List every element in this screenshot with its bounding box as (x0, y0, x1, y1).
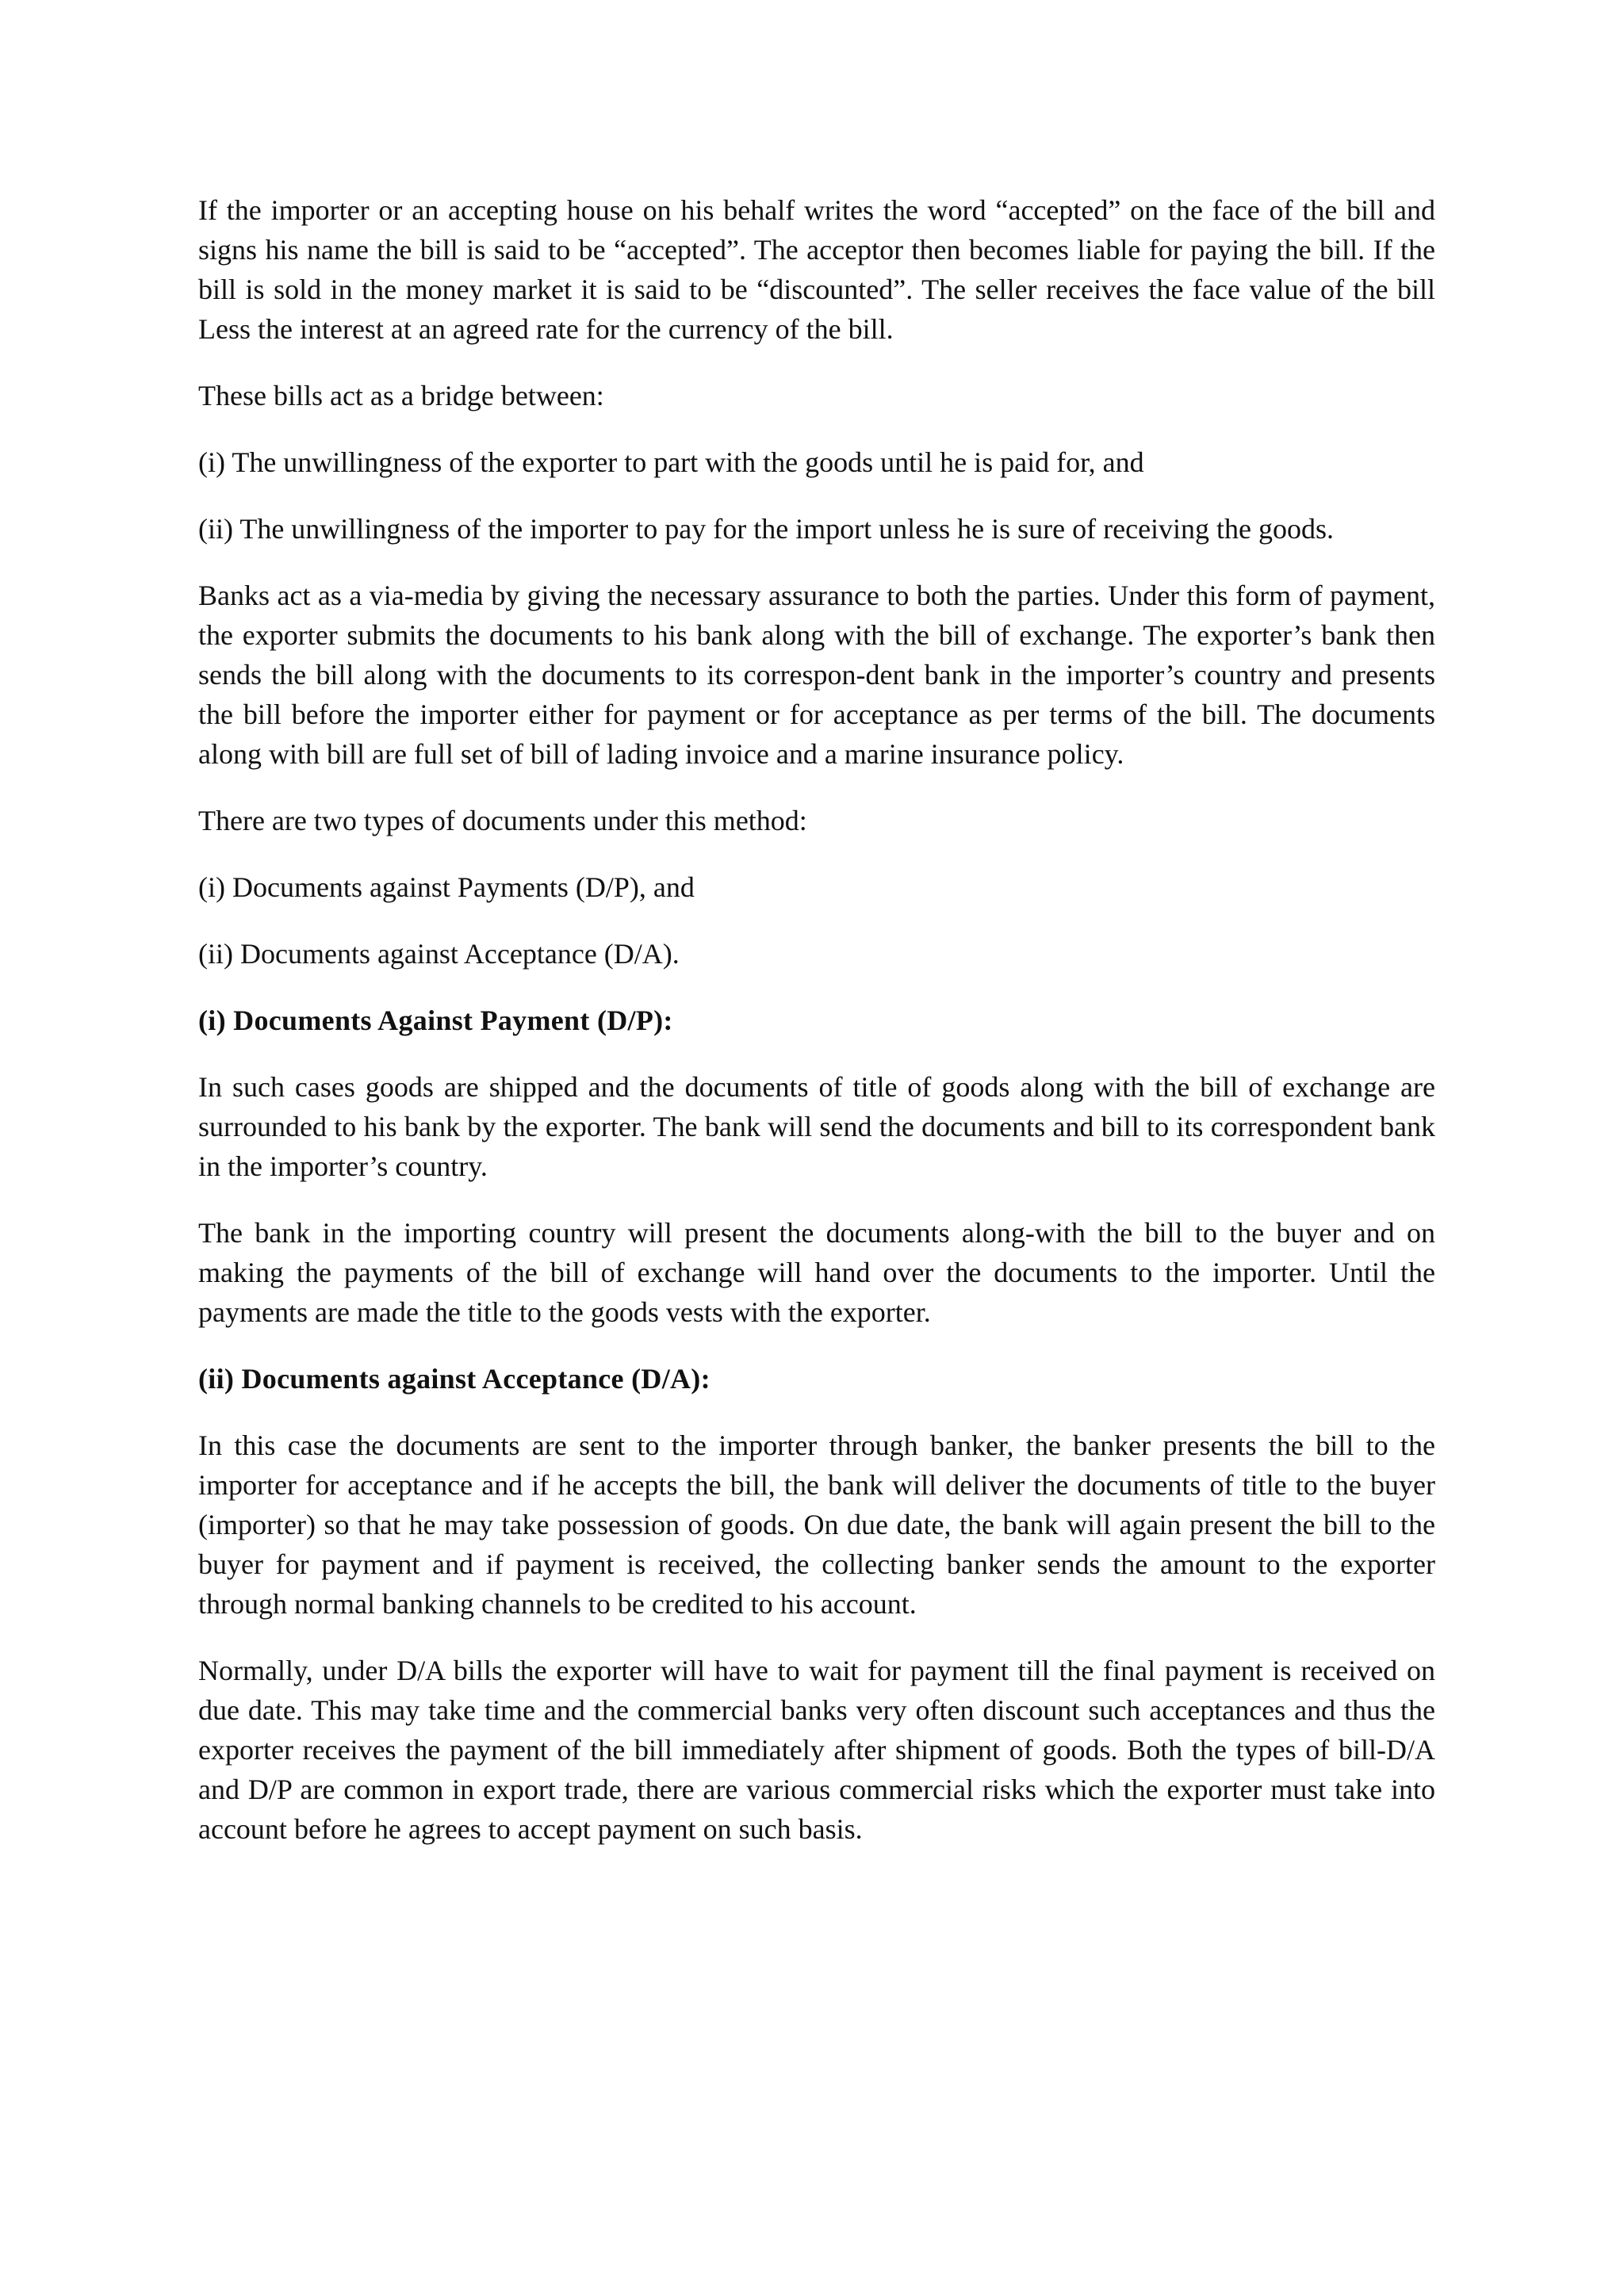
paragraph-dp-shipment: In such cases goods are shipped and the documents of title of goods along with the bill of exchange are surrounded to his bank by the exporter. The bank will send the documents and bill to its correspondent bank in the importer’s country. (198, 1071, 1435, 1182)
list-item-importer-unwillingness: (ii) The unwillingness of the importer to pay for the import unless he is sure of receiving the goods. (198, 513, 1335, 545)
paragraph-banks-via-media: Banks act as a via-media by giving the necessary assurance to both the parties. Under this form of payment, the exporter submits the documents to his bank along with the bill of exchange. The exporter’s bank then sends the bill along with the documents to its correspon-dent bank in the importer’s country and presents the bill before the importer either for payment or for acceptance as per terms of the bill. The documents along with bill are full set of bill of lading invoice and a marine insurance policy. (198, 580, 1435, 770)
paragraph-da-payment-wait: Normally, under D/A bills the exporter will have to wait for payment till the final payment is received on due date. This may take time and the commercial banks very often discount such acceptances and thus the exporter receives the payment of the bill immediately after shipment of goods. Both the types of bill-D/A and D/P are common in export trade, there are various commercial risks which the exporter must take into account before he agrees to accept payment on such basis. (198, 1655, 1435, 1845)
paragraph-da-process: In this case the documents are sent to the importer through banker, the banker presents the bill to the importer for acceptance and if he accepts the bill, the bank will deliver the documents of title to the buyer (importer) so that he may take possession of goods. On due date, the bank will again present the bill to the buyer for payment and if payment is received, the collecting banker sends the amount to the exporter through normal banking channels to be credited to his account. (198, 1429, 1435, 1620)
paragraph-bridge-intro: These bills act as a bridge between: (198, 380, 604, 411)
list-item-documents-against-payments: (i) Documents against Payments (D/P), and (198, 871, 695, 903)
list-item-documents-against-acceptance: (ii) Documents against Acceptance (D/A). (198, 938, 680, 970)
paragraph-document-types-intro: There are two types of documents under this method: (198, 805, 807, 836)
list-item-exporter-unwillingness: (i) The unwillingness of the exporter to part with the goods until he is paid for, and (198, 446, 1144, 478)
paragraph-dp-importing-bank: The bank in the importing country will present the documents along-with the bill to the buyer and on making the payments of the bill of exchange will hand over the documents to the importer. Until the payments are made the title to the goods vests with the exporter. (198, 1217, 1435, 1328)
document-page (198, 190, 1435, 1876)
heading-documents-against-acceptance: (ii) Documents against Acceptance (D/A): (198, 1363, 710, 1395)
paragraph-accepted-bill: If the importer or an accepting house on his behalf writes the word “accepted” on the face of the bill and signs his name the bill is said to be “accepted”. The acceptor then becomes liable for paying the bill. If the bill is sold in the money market it is said to be “discounted”. The seller receives the face value of the bill Less the interest at an agreed rate for the currency of the bill. (198, 194, 1435, 345)
heading-documents-against-payment: (i) Documents Against Payment (D/P): (198, 1004, 673, 1036)
